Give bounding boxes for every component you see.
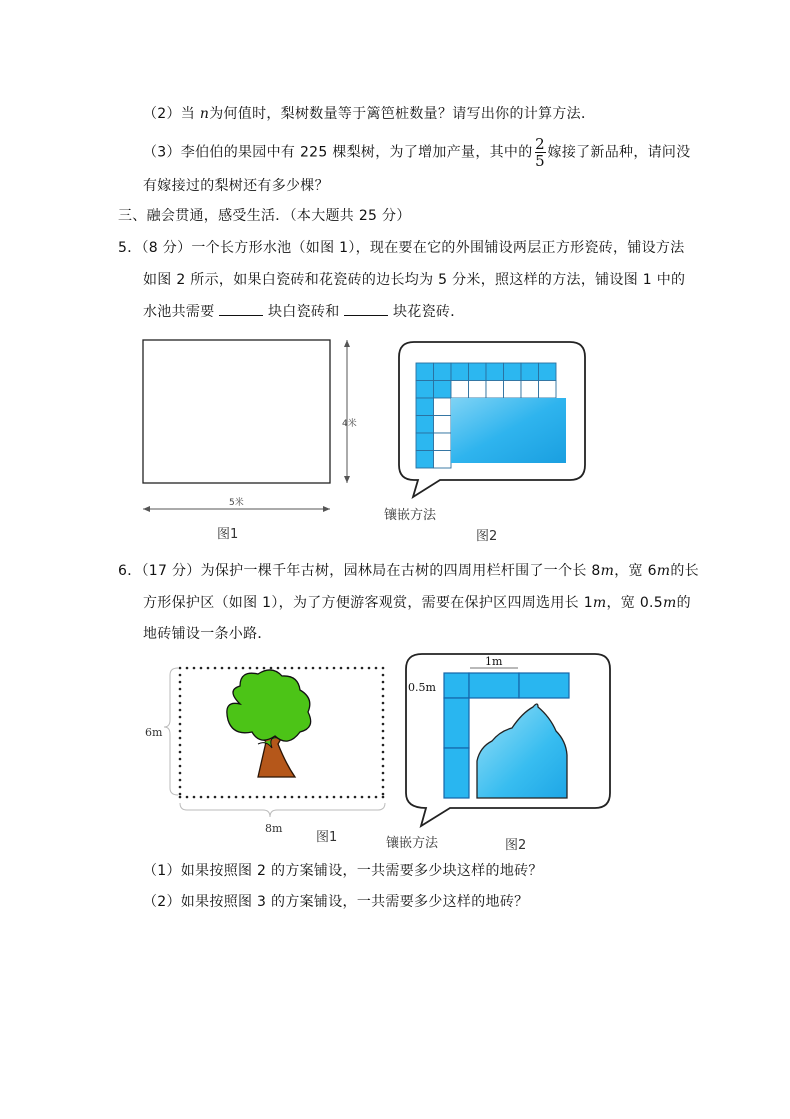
- fence-post: [193, 796, 196, 799]
- fence-post: [368, 667, 371, 670]
- fence-post: [305, 796, 308, 799]
- white-tile: [469, 381, 487, 399]
- white-tile: [434, 416, 452, 434]
- fence-post: [179, 716, 182, 719]
- white-tile: [451, 381, 469, 399]
- fence-post: [284, 667, 287, 670]
- q5-line-3: [143, 301, 465, 322]
- answer-blank-pattern[interactable]: [344, 301, 388, 316]
- white-tile: [434, 398, 452, 416]
- q5-line-1: 5．（8 分）一个长方形水池（如图 1），现在要在它的外围铺设两层正方形瓷砖，铺设方法: [118, 240, 685, 256]
- fence-post: [270, 796, 273, 799]
- q6-figure-1: [140, 660, 395, 840]
- q5-line-2: 如图 2 所示，如果白瓷砖和花瓷砖的边长均为 5 分米，照这样的方法，铺设图 1 中的: [143, 272, 686, 288]
- pattern-tile: [451, 363, 469, 381]
- q5-text-b: 块白瓷砖和: [263, 304, 345, 320]
- fence-post: [319, 796, 322, 799]
- height-brace: [164, 668, 178, 795]
- fence-post: [186, 796, 189, 799]
- fence-post: [179, 730, 182, 733]
- section-heading: 三、融会贯通，感受生活．（本大题共 25 分）: [118, 208, 411, 224]
- white-tile: [486, 381, 504, 399]
- fence-post: [284, 796, 287, 799]
- fence-post: [382, 674, 385, 677]
- answer-blank-white[interactable]: [219, 301, 263, 316]
- q5-fig2-caption: 图2: [476, 529, 498, 544]
- pattern-tile: [416, 363, 434, 381]
- fence-post: [193, 667, 196, 670]
- fence-post: [179, 681, 182, 684]
- fence-post: [354, 796, 357, 799]
- tree-icon: [227, 670, 311, 777]
- fence-post: [382, 723, 385, 726]
- q6-line-3: 地砖铺设一条小路．: [143, 626, 272, 642]
- tile-width-label: 0.5m: [408, 681, 436, 694]
- pattern-tile: [416, 381, 434, 399]
- fence-post: [179, 751, 182, 754]
- q6-l2-b: ，宽 0.5: [606, 595, 664, 611]
- fence-post: [228, 667, 231, 670]
- fence-post: [382, 695, 385, 698]
- pattern-tile: [504, 363, 522, 381]
- height-label: 4米: [342, 419, 357, 429]
- question-3-continued: 有嫁接过的梨树还有多少棵？: [143, 178, 329, 194]
- q3-text-a: （3）李伯伯的果园中有 225 棵梨树，为了增加产量，其中的: [143, 144, 533, 161]
- fence-post: [382, 772, 385, 775]
- white-tile: [521, 381, 539, 399]
- q2-text-b: 为何值时，梨树数量等于篱笆桩数量？请写出你的计算方法．: [209, 106, 596, 122]
- q6-l2-a: 方形保护区（如图 1），为了方便游客观赏，需要在保护区四周选用长 1: [143, 595, 593, 611]
- width-brace: [180, 803, 385, 817]
- pattern-tile: [416, 433, 434, 451]
- fraction-numerator: 2: [535, 135, 545, 153]
- white-tile: [434, 433, 452, 451]
- fence-post: [256, 796, 259, 799]
- fence-post: [207, 667, 210, 670]
- fence-post: [179, 674, 182, 677]
- brick-tile: [444, 748, 469, 798]
- q6-l1-a: 6．（17 分）为保护一棵千年古树，园林局在古树的四周用栏杆围了一个长 8: [118, 563, 601, 579]
- unit-m: m: [663, 595, 677, 611]
- fence-post: [361, 796, 364, 799]
- tile-length-label: 1m: [485, 655, 503, 668]
- width-label: 5米: [229, 498, 244, 508]
- corner-tile: [444, 673, 469, 698]
- fence-post: [221, 667, 224, 670]
- q6-line-1: [118, 561, 699, 581]
- fence-post: [186, 667, 189, 670]
- brick-tile: [519, 673, 569, 698]
- fence-post: [382, 765, 385, 768]
- white-tile: [434, 451, 452, 469]
- q6-l2-c: 的: [676, 595, 691, 611]
- fence-post: [382, 744, 385, 747]
- fence-post: [179, 758, 182, 761]
- fence-post: [179, 667, 182, 670]
- fence-post: [270, 667, 273, 670]
- fence-post: [382, 667, 385, 670]
- fence-post: [312, 796, 315, 799]
- fence-post: [382, 758, 385, 761]
- fence-post: [305, 667, 308, 670]
- fence-post: [228, 796, 231, 799]
- fence-post: [263, 667, 266, 670]
- pattern-tile: [416, 398, 434, 416]
- question-3: [143, 136, 691, 169]
- unit-m: m: [592, 595, 607, 611]
- fraction-denominator: 5: [535, 152, 545, 170]
- pool-rectangle: [143, 340, 330, 483]
- fence-post: [179, 772, 182, 775]
- fence-post: [249, 796, 252, 799]
- fence-post: [347, 796, 350, 799]
- fence-post: [333, 667, 336, 670]
- fence-post: [333, 796, 336, 799]
- height-label: 6m: [145, 726, 163, 739]
- fence-post: [291, 796, 294, 799]
- q6-l1-b: ，宽 6: [614, 563, 657, 579]
- fence-post: [179, 709, 182, 712]
- tile-layout: [444, 673, 569, 798]
- fence-post: [277, 667, 280, 670]
- white-tile: [539, 381, 557, 399]
- unit-m: m: [600, 563, 615, 579]
- fence-post: [326, 667, 329, 670]
- q5-figure-2: [380, 340, 590, 502]
- q6-l1-c: 的长: [670, 563, 699, 579]
- q6-fig2-note: 镶嵌方法: [386, 836, 439, 851]
- fence-post: [179, 793, 182, 796]
- fence-post: [249, 667, 252, 670]
- fence-post: [298, 796, 301, 799]
- fence-post: [382, 688, 385, 691]
- fence-post: [382, 709, 385, 712]
- q6-fig2-caption: 图2: [505, 838, 527, 853]
- fraction: [535, 136, 546, 169]
- fence-post: [382, 779, 385, 782]
- q6-figure-2: [400, 651, 615, 831]
- q5-figure-1: [135, 335, 365, 520]
- fence-post: [382, 796, 385, 799]
- fence-post: [179, 737, 182, 740]
- fence-post: [361, 667, 364, 670]
- fence-post: [375, 667, 378, 670]
- pattern-tile: [416, 416, 434, 434]
- q6-sub-1: （1）如果按照图 2 的方案铺设，一共需要多少块这样的地砖？: [143, 863, 543, 879]
- pattern-tile: [486, 363, 504, 381]
- fence-post: [263, 796, 266, 799]
- fence-post: [382, 751, 385, 754]
- fence-post: [277, 796, 280, 799]
- pattern-tile: [434, 381, 452, 399]
- pool-area: [451, 398, 566, 463]
- fence-post: [179, 744, 182, 747]
- fence-post: [214, 796, 217, 799]
- fence-post: [375, 796, 378, 799]
- fence-post: [382, 786, 385, 789]
- q6-sub-2: （2）如果按照图 3 的方案铺设，一共需要多少这样的地砖？: [143, 894, 529, 910]
- fence-post: [179, 688, 182, 691]
- white-tile: [504, 381, 522, 399]
- fence-post: [340, 796, 343, 799]
- q2-text-a: （2）当: [143, 106, 200, 122]
- fence-post: [179, 786, 182, 789]
- fence-post: [382, 716, 385, 719]
- pattern-tile: [434, 363, 452, 381]
- fence-post: [179, 702, 182, 705]
- pattern-tile: [521, 363, 539, 381]
- fence-post: [200, 796, 203, 799]
- q6-fig1-caption: 图1: [316, 830, 338, 845]
- fence-post: [382, 681, 385, 684]
- q5-text-c: 块花瓷砖．: [388, 304, 465, 320]
- fence-post: [298, 667, 301, 670]
- q3-text-b: 嫁接了新品种，请问没: [547, 144, 691, 161]
- fence-post: [256, 667, 259, 670]
- pattern-tile: [539, 363, 557, 381]
- fence-post: [235, 796, 238, 799]
- fence-post: [382, 793, 385, 796]
- fence-post: [312, 667, 315, 670]
- pattern-tile: [469, 363, 487, 381]
- fence-post: [382, 702, 385, 705]
- fence-post: [340, 667, 343, 670]
- fence-post: [319, 667, 322, 670]
- fence-post: [207, 796, 210, 799]
- fence-post: [382, 730, 385, 733]
- brick-tile: [444, 698, 469, 748]
- fence-post: [200, 667, 203, 670]
- unit-m: m: [656, 563, 671, 579]
- q5-fig2-note: 镶嵌方法: [384, 508, 437, 523]
- fence-post: [179, 723, 182, 726]
- fence-post: [291, 667, 294, 670]
- q5-text-a: 水池共需要: [143, 304, 220, 320]
- q6-line-2: [143, 593, 691, 613]
- fence-post: [354, 667, 357, 670]
- fence-post: [326, 796, 329, 799]
- fence-post: [221, 796, 224, 799]
- fence-post: [242, 667, 245, 670]
- fence-post: [347, 667, 350, 670]
- pattern-tile: [416, 451, 434, 469]
- fence-post: [235, 667, 238, 670]
- fence-post: [214, 667, 217, 670]
- fence-post: [179, 765, 182, 768]
- fence-post: [179, 779, 182, 782]
- width-label: 8m: [265, 822, 283, 835]
- q2-variable: n: [199, 106, 210, 122]
- fence-post: [179, 695, 182, 698]
- brick-tile: [469, 673, 519, 698]
- question-2: [143, 104, 595, 124]
- fence-post: [382, 737, 385, 740]
- fence-post: [179, 796, 182, 799]
- fence-post: [368, 796, 371, 799]
- fence-post: [242, 796, 245, 799]
- q5-fig1-caption: 图1: [217, 527, 239, 542]
